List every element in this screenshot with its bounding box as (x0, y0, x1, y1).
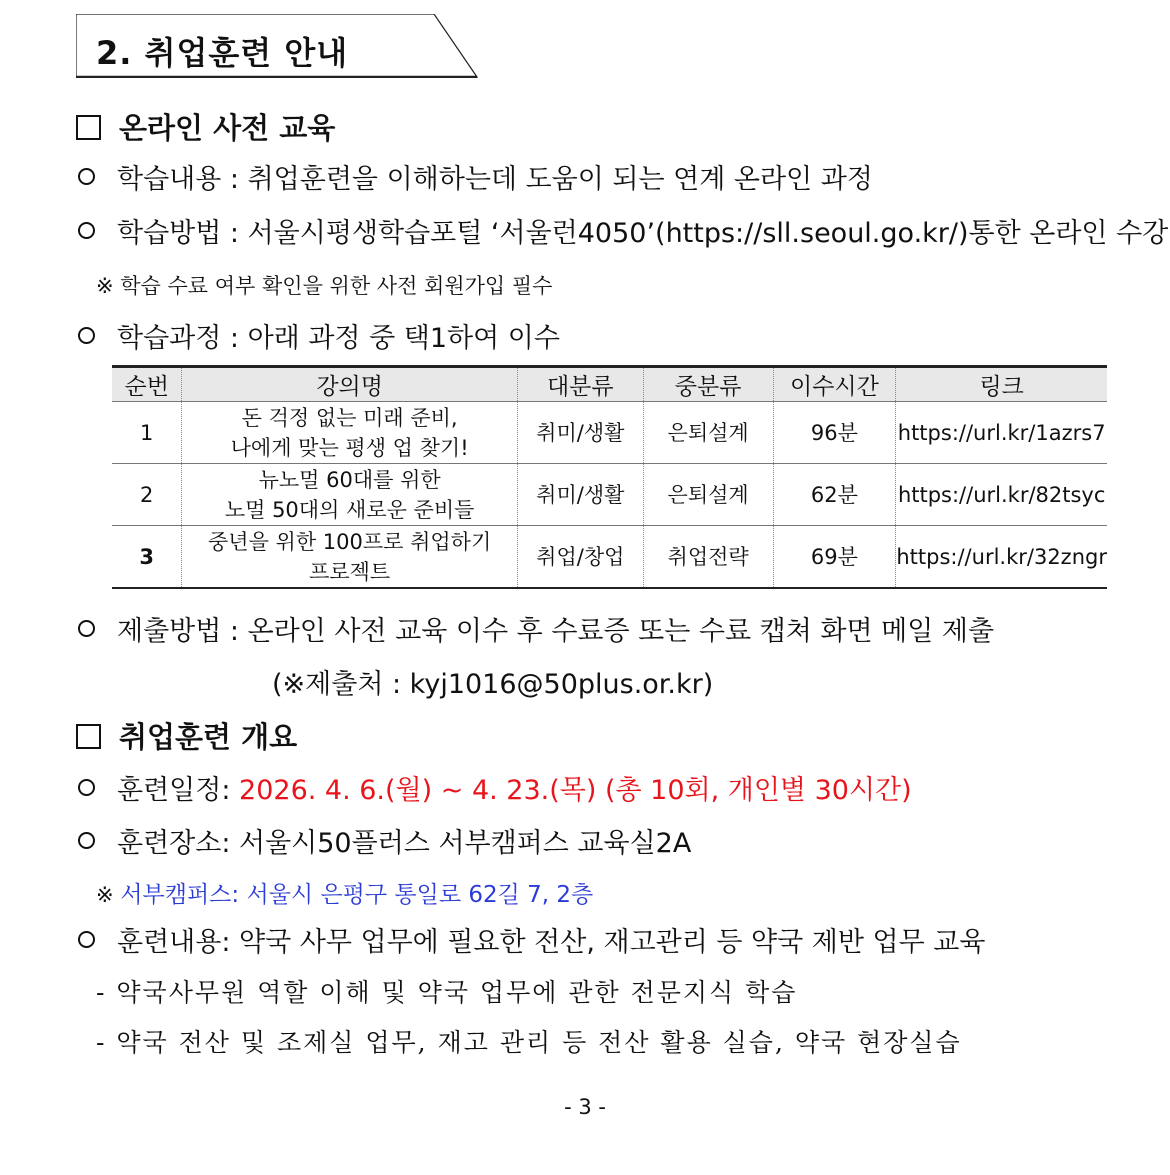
circle-bullet-icon (78, 620, 95, 637)
cell-link[interactable]: https://url.kr/32zngr (896, 526, 1107, 589)
circle-bullet-icon (78, 327, 95, 344)
cell-no: 3 (112, 526, 182, 589)
cell-course-name (182, 526, 517, 589)
column-header: 링크 (896, 367, 1107, 402)
cell-major-category: 취업/창업 (517, 526, 643, 589)
circle-bullet-icon (78, 168, 95, 185)
bullet-text: 학습내용 : 취업훈련을 이해하는데 도움이 되는 연계 온라인 과정 (117, 164, 873, 195)
cell-hours: 62분 (773, 464, 896, 526)
section-training-overview (76, 715, 297, 756)
section-title: 온라인 사전 교육 (119, 111, 336, 145)
bullet-place (78, 821, 691, 860)
checkbox-square-icon (76, 724, 101, 749)
bullet-learning-content (78, 157, 873, 196)
circle-bullet-icon (78, 832, 95, 849)
cell-no: 1 (112, 402, 182, 464)
bullet-text: 훈련장소: 서울시50플러스 서부캠퍼스 교육실2A (117, 828, 692, 859)
note-mark: ※ (96, 883, 114, 907)
cell-link[interactable]: https://url.kr/82tsyc (896, 464, 1107, 526)
bullet-learning-method (78, 211, 1168, 250)
bullet-submit-method (78, 609, 994, 648)
bullet-schedule (78, 768, 912, 807)
course-name-line: 나에게 맞는 평생 업 찾기! (230, 435, 469, 460)
bullet-training-content (78, 920, 985, 959)
bullet-courses (78, 316, 560, 355)
column-header: 이수시간 (773, 367, 896, 402)
bullet-text: 학습과정 : 아래 과정 중 택1하여 이수 (117, 323, 560, 354)
section-title: 취업훈련 개요 (119, 720, 298, 754)
column-header: 대분류 (517, 367, 643, 402)
detail-item: - 약국사무원 역할 이해 및 약국 업무에 관한 전문지식 학습 (96, 978, 798, 1007)
course-name-line: 뉴노멀 60대를 위한 (258, 467, 441, 492)
column-header: 중분류 (643, 367, 773, 402)
table-row (112, 402, 1107, 464)
cell-hours: 96분 (773, 402, 896, 464)
bullet-text: 제출방법 : 온라인 사전 교육 이수 후 수료증 또는 수료 캡쳐 화면 메일 제출 (117, 616, 995, 647)
bullet-text: 훈련내용: 약국 사무 업무에 필요한 전산, 재고관리 등 약국 제반 업무 교육 (117, 927, 986, 958)
cell-major-category: 취미/생활 (517, 402, 643, 464)
course-table (112, 365, 1107, 589)
table-header-row (112, 367, 1107, 402)
submit-email: (※제출처 : kyj1016@50plus.or.kr) (272, 669, 714, 700)
place-note (96, 876, 593, 909)
method-note: ※ 학습 수료 여부 확인을 위한 사전 회원가입 필수 (96, 274, 553, 298)
cell-link[interactable]: https://url.kr/1azrs7 (896, 402, 1107, 464)
circle-bullet-icon (78, 222, 95, 239)
cell-minor-category: 은퇴설계 (643, 402, 773, 464)
bullet-text: 학습방법 : 서울시평생학습포털 ‘서울런4050’(https://sll.seoul.go.kr/)통한 온라인 수강 (117, 218, 1169, 249)
checkbox-square-icon (76, 115, 101, 140)
place-note-text: 서부캠퍼스: 서울시 은평구 통일로 62길 7, 2층 (120, 882, 594, 908)
circle-bullet-icon (78, 931, 95, 948)
course-name-line: 노멀 50대의 새로운 준비들 (224, 497, 475, 522)
detail-item: - 약국 전산 및 조제실 업무, 재고 관리 등 전산 활용 실습, 약국 현장실습 (96, 1028, 962, 1057)
page-number: - 3 - (564, 1095, 606, 1119)
course-name-line: 프로젝트 (309, 559, 391, 584)
course-name-line: 중년을 위한 100프로 취업하기 (208, 529, 492, 554)
table-row (112, 526, 1107, 589)
table-row (112, 464, 1107, 526)
cell-no: 2 (112, 464, 182, 526)
section-heading-box (76, 14, 478, 78)
cell-hours: 69분 (773, 526, 896, 589)
page-title: 2. 취업훈련 안내 (96, 34, 349, 72)
cell-course-name (182, 402, 517, 464)
column-header: 강의명 (182, 367, 517, 402)
cell-minor-category: 취업전략 (643, 526, 773, 589)
cell-minor-category: 은퇴설계 (643, 464, 773, 526)
section-online-pre-education (76, 106, 335, 147)
cell-course-name (182, 464, 517, 526)
schedule-value: 2026. 4. 6.(월) ~ 4. 23.(목) (총 10회, 개인별 30시간) (239, 775, 912, 806)
column-header: 순번 (112, 367, 182, 402)
schedule-label: 훈련일정: (117, 775, 231, 806)
circle-bullet-icon (78, 779, 95, 796)
cell-major-category: 취미/생활 (517, 464, 643, 526)
course-name-line: 돈 걱정 없는 미래 준비, (241, 405, 458, 430)
